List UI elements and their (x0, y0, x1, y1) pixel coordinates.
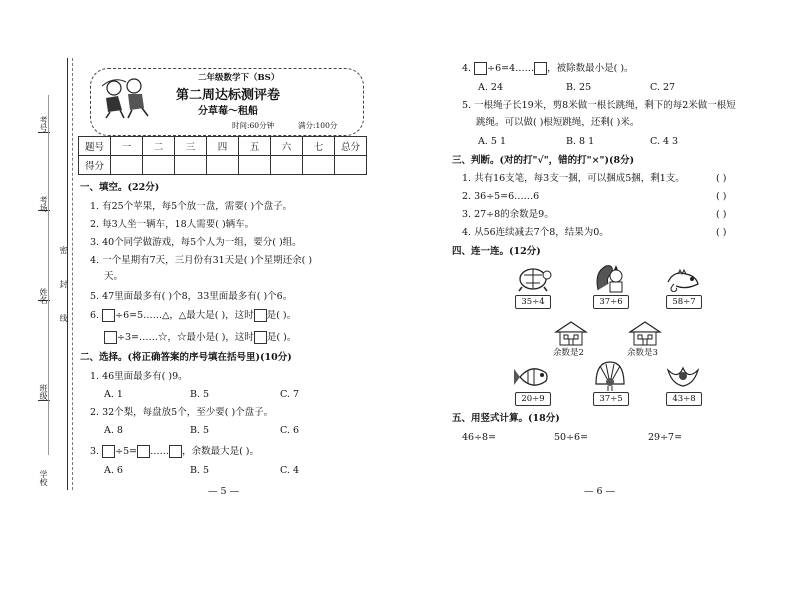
house-icon (628, 320, 662, 346)
s5-item-2: 50÷6= (554, 432, 589, 443)
s3-item-3: 3. 27÷8的余数是9。 (462, 209, 554, 220)
s2-question-1: 1. 46里面最多有( )9。 (90, 371, 188, 382)
judge-answer-box[interactable]: ( ) (716, 227, 727, 238)
kids-illustration-icon (98, 76, 154, 120)
q6a-text: ÷6=5……△，△最大是( )，这时 (115, 310, 254, 321)
peacock-icon (592, 360, 628, 392)
judge-answer-box[interactable]: ( ) (716, 191, 727, 202)
s2-q2-option-a[interactable]: A. 8 (104, 425, 123, 436)
q3-text: …… (150, 446, 170, 457)
q4-option-a[interactable]: A. 24 (478, 82, 503, 93)
s2-q1-option-b[interactable]: B. 5 (190, 389, 210, 400)
blank-box[interactable] (137, 445, 150, 458)
s2-q1-option-a[interactable]: A. 1 (104, 389, 123, 400)
q-number: 3. (90, 446, 100, 457)
score-input-cell[interactable] (111, 156, 143, 175)
s2-q3-option-c[interactable]: C. 4 (280, 465, 300, 476)
page-number-right: — 6 — (584, 486, 616, 497)
header-subtitle: 分草莓～租船 (198, 106, 258, 117)
s1-question-5: 5. 47里面最多有( )个8，33里面最多有( )个6。 (90, 291, 293, 302)
match-card-bottom[interactable]: 37÷5 (593, 392, 629, 406)
blank-box[interactable] (474, 62, 487, 75)
blank-box[interactable] (104, 331, 117, 344)
score-table-header-row (79, 137, 367, 156)
q3-text-end: ，余数最大是( )。 (182, 446, 260, 457)
score-input-cell[interactable] (335, 156, 367, 175)
q5-option-c[interactable]: C. 4 3 (650, 136, 679, 147)
s3-item-1: 1. 共有16支笔，每3支一捆，可以捆成5捆，剩1支。 (462, 173, 685, 184)
turtle-icon (514, 263, 552, 293)
s1-question-6 (90, 309, 296, 322)
score-input-cell[interactable] (175, 156, 207, 175)
side-label-kaochang: 考场 (39, 196, 48, 212)
section-2-title: 二、选择。(将正确答案的序号填在括号里)(10分) (80, 352, 292, 363)
q4-option-c[interactable]: C. 27 (650, 82, 676, 93)
match-card-top[interactable]: 37÷6 (593, 295, 629, 309)
side-label-xian: 线 (59, 314, 68, 322)
q6b-text-end: 是( )。 (266, 332, 297, 343)
fish-icon (514, 361, 552, 391)
match-card-top[interactable]: 58÷7 (666, 295, 702, 309)
q5-option-a[interactable]: A. 5 1 (478, 136, 507, 147)
side-label-mi: 密 (59, 246, 68, 254)
score-input-cell[interactable] (207, 156, 239, 175)
page-number-left: — 5 — (208, 486, 240, 497)
header-time: 时间:60分钟 (232, 121, 275, 130)
blank-box[interactable] (102, 445, 115, 458)
score-input-cell[interactable] (271, 156, 303, 175)
judge-answer-box[interactable]: ( ) (716, 209, 727, 220)
score-cell: 题号 (79, 137, 111, 156)
s2-q2-option-c[interactable]: C. 6 (280, 425, 300, 436)
s1-question-6b (104, 331, 296, 344)
blank-box[interactable] (169, 445, 182, 458)
score-table-score-row (79, 156, 367, 175)
header-subject: 二年级数学下（BS） (198, 73, 280, 83)
match-card-bottom[interactable]: 20÷9 (515, 392, 551, 406)
side-label-class: 班级 (39, 384, 48, 400)
side-label-name: 姓名 (39, 288, 48, 304)
s2-question-2: 2. 32个梨，每盘放5个，至少要( )个盘子。 (90, 407, 274, 418)
blank-box[interactable] (254, 309, 267, 322)
s3-item-2: 2. 36÷5=6……6 (462, 191, 540, 202)
margin-line-dashed (72, 58, 73, 490)
score-table (78, 136, 367, 175)
s1-question-4: 4. 一个星期有7天，三月份有31天是( )个星期还余( ) (90, 255, 313, 266)
blank-box[interactable] (534, 62, 547, 75)
s2-q3-option-a[interactable]: A. 6 (104, 465, 123, 476)
judge-answer-box[interactable]: ( ) (716, 173, 727, 184)
score-cell: 总分 (335, 137, 367, 156)
q6a-text-end: 是( )。 (266, 310, 297, 321)
score-cell: 六 (271, 137, 303, 156)
q4-line (462, 62, 634, 75)
q4-text: ÷6=4…… (487, 63, 535, 74)
score-cell: 四 (207, 137, 239, 156)
header-score: 满分:100分 (298, 121, 338, 130)
house-label[interactable]: 余数是3 (627, 348, 658, 358)
q6b-text: ÷3=……☆，☆最小是( )，这时 (117, 332, 254, 343)
s2-q3-option-b[interactable]: B. 5 (190, 465, 210, 476)
s2-question-3 (90, 445, 259, 458)
s3-item-4: 4. 从56连续减去7个8，结果为0。 (462, 227, 609, 238)
match-card-bottom[interactable]: 43÷8 (666, 392, 702, 406)
q5-option-b[interactable]: B. 8 1 (566, 136, 595, 147)
s5-item-1: 46÷8= (462, 432, 497, 443)
q-number: 6. (90, 310, 100, 321)
chameleon-icon (664, 264, 702, 292)
house-label[interactable]: 余数是2 (553, 348, 584, 358)
match-card-top[interactable]: 35÷4 (515, 295, 551, 309)
bird-icon (664, 362, 702, 390)
section-3-title: 三、判断。(对的打"√"，错的打"×")(8分) (452, 155, 635, 166)
s2-q1-option-c[interactable]: C. 7 (280, 389, 300, 400)
blank-box[interactable] (102, 309, 115, 322)
s1-question-2: 2. 每3人坐一辆车，18人需要( )辆车。 (90, 219, 255, 230)
score-input-cell[interactable] (239, 156, 271, 175)
s1-question-1: 1. 有25个苹果，每5个放一盘，需要( )个盘子。 (90, 201, 293, 212)
score-cell: 七 (303, 137, 335, 156)
q4-text-end: ，被除数最小是( )。 (547, 63, 634, 74)
margin-line-outer (67, 58, 68, 490)
side-label-feng: 封 (59, 280, 68, 288)
house-icon (554, 320, 588, 346)
score-cell: 二 (143, 137, 175, 156)
margin-fill-line (48, 95, 49, 455)
s2-q2-option-b[interactable]: B. 5 (190, 425, 210, 436)
q5-line-2: 跳绳。可以做( )根短跳绳，还剩( )米。 (476, 117, 640, 128)
score-cell: 五 (239, 137, 271, 156)
score-input-cell[interactable] (303, 156, 335, 175)
score-input-cell[interactable] (143, 156, 175, 175)
score-cell: 得分 (79, 156, 111, 175)
score-cell: 一 (111, 137, 143, 156)
s1-question-4-cont: 天。 (104, 271, 124, 282)
blank-box[interactable] (254, 331, 267, 344)
s1-question-3: 3. 40个同学做游戏，每5个人为一组，要分( )组。 (90, 237, 302, 248)
q3-text: ÷5= (115, 446, 138, 457)
section-1-title: 一、填空。(22分) (80, 182, 160, 193)
side-label-school: 学校 (39, 470, 48, 486)
squirrel-icon (592, 262, 628, 294)
s5-item-3: 29÷7= (648, 432, 683, 443)
section-4-title: 四、连一连。(12分) (452, 246, 541, 257)
side-label-kaohao: 考号 (39, 116, 48, 132)
section-5-title: 五、用竖式计算。(18分) (452, 413, 560, 424)
page-title: 第二周达标测评卷 (176, 88, 281, 103)
q4-option-b[interactable]: B. 25 (566, 82, 592, 93)
score-cell: 三 (175, 137, 207, 156)
q-number: 4. (462, 63, 472, 74)
q5-line-1: 5. 一根绳子长19米，剪8米做一根长跳绳，剩下的每2米做一根短 (462, 100, 736, 111)
